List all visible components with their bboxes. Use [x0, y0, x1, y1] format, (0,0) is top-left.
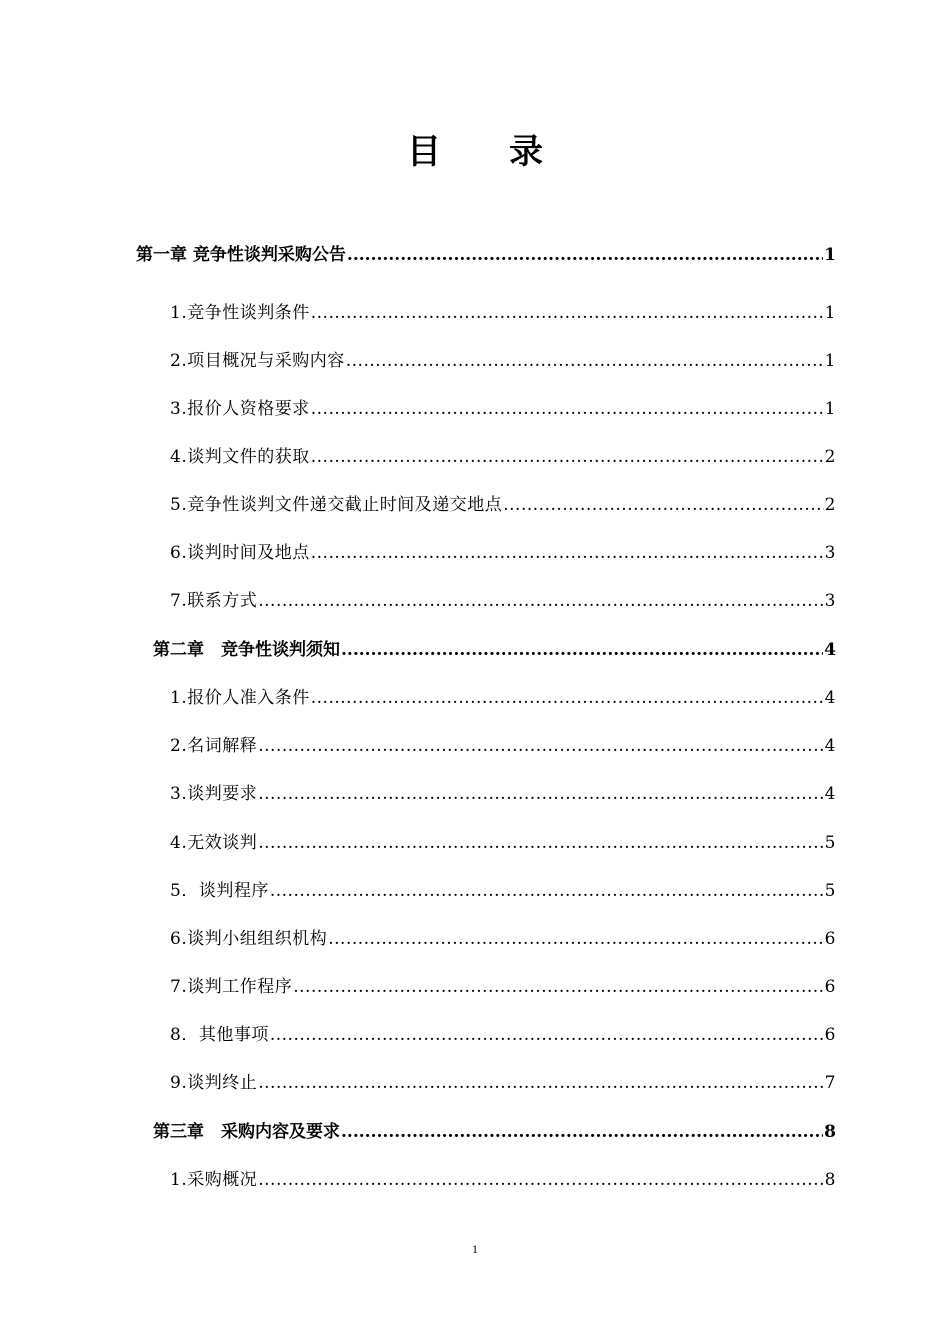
toc-entry-page-number: 4 [824, 640, 836, 660]
toc-entry-label: 3.谈判要求 [170, 784, 258, 804]
toc-entry-label: 第三章 采购内容及要求 [153, 1122, 340, 1142]
toc-entry-page-number: 4 [824, 736, 836, 756]
toc-entry-label: 3.报价人资格要求 [170, 399, 310, 419]
toc-entry-page-number: 5 [824, 833, 836, 853]
toc-entry-label: 1.竞争性谈判条件 [170, 303, 310, 323]
toc-entry-label: 4.谈判文件的获取 [170, 447, 310, 467]
toc-entry-section[interactable] [170, 349, 836, 373]
toc-entry-label: 1.采购概况 [170, 1170, 258, 1190]
toc-entry-page-number: 8 [824, 1170, 836, 1190]
toc-entry-page-number: 5 [824, 881, 836, 901]
toc-dot-leader [311, 397, 824, 421]
toc-dot-leader [328, 927, 823, 951]
toc-entry-page-number: 6 [824, 1025, 836, 1045]
toc-dot-leader [258, 782, 823, 806]
toc-dot-leader [311, 301, 824, 325]
toc-dot-leader [293, 975, 823, 999]
toc-entry-section[interactable] [170, 734, 836, 758]
toc-dot-leader [258, 734, 823, 758]
toc-entry-label: 4.无效谈判 [170, 833, 258, 853]
toc-entry-page-number: 4 [824, 784, 836, 804]
toc-dot-leader [258, 1071, 823, 1095]
toc-entry-page-number: 1 [824, 303, 836, 323]
toc-entry-section[interactable] [170, 445, 836, 469]
toc-dot-leader [311, 686, 824, 710]
toc-entry-label: 2.名词解释 [170, 736, 258, 756]
toc-entry-section[interactable] [170, 879, 836, 903]
toc-entry-chapter-3[interactable] [153, 1120, 836, 1144]
toc-dot-leader [258, 831, 823, 855]
toc-entry-label: 5．谈判程序 [170, 881, 269, 901]
toc-entry-page-number: 2 [824, 495, 836, 515]
toc-entry-section[interactable] [170, 686, 836, 710]
toc-dot-leader [270, 1023, 824, 1047]
toc-entry-section[interactable] [170, 493, 836, 517]
toc-dot-leader [341, 638, 823, 662]
toc-entry-label: 6.谈判小组组织机构 [170, 929, 328, 949]
toc-entry-label: 1.报价人准入条件 [170, 688, 310, 708]
toc-dot-leader [503, 493, 823, 517]
toc-entry-page-number: 3 [824, 543, 836, 563]
toc-entry-page-number: 8 [824, 1122, 836, 1142]
toc-dot-leader [311, 541, 824, 565]
toc-entry-label: 2.项目概况与采购内容 [170, 351, 345, 371]
toc-entry-chapter-1[interactable] [136, 243, 836, 267]
footer-page-number: 1 [472, 1242, 478, 1256]
toc-dot-leader [311, 445, 824, 469]
toc-entry-section[interactable] [170, 831, 836, 855]
toc-dot-leader [341, 1120, 823, 1144]
toc-entry-section[interactable] [170, 397, 836, 421]
toc-entry-page-number: 6 [824, 977, 836, 997]
toc-entry-section[interactable] [170, 1023, 836, 1047]
toc-entry-section[interactable] [170, 1071, 836, 1095]
toc-dot-leader [347, 243, 823, 267]
toc-dot-leader [258, 589, 823, 613]
toc-entry-section[interactable] [170, 975, 836, 999]
toc-entry-page-number: 1 [824, 399, 836, 419]
toc-entry-page-number: 1 [824, 245, 836, 265]
toc-entry-label: 第一章 竞争性谈判采购公告 [136, 245, 346, 265]
toc-entry-page-number: 3 [824, 591, 836, 611]
page-title: 目 录 [407, 132, 543, 172]
toc-entry-label: 6.谈判时间及地点 [170, 543, 310, 563]
toc-entry-label: 第二章 竞争性谈判须知 [153, 640, 340, 660]
toc-entry-section[interactable] [170, 541, 836, 565]
toc-entry-section[interactable] [170, 927, 836, 951]
toc-entry-label: 9.谈判终止 [170, 1073, 258, 1093]
toc-entry-label: 7.谈判工作程序 [170, 977, 293, 997]
toc-entry-label: 7.联系方式 [170, 591, 258, 611]
toc-dot-leader [270, 879, 824, 903]
toc-dot-leader [346, 349, 824, 373]
toc-entry-page-number: 4 [824, 688, 836, 708]
toc-entry-section[interactable] [170, 782, 836, 806]
toc-entry-label: 5.竞争性谈判文件递交截止时间及递交地点 [170, 495, 503, 515]
toc-dot-leader [258, 1168, 823, 1192]
toc-entry-section[interactable] [170, 589, 836, 613]
toc-entry-page-number: 7 [824, 1073, 836, 1093]
toc-entry-page-number: 2 [824, 447, 836, 467]
toc-entry-section[interactable] [170, 1168, 836, 1192]
toc-entry-chapter-2[interactable] [153, 638, 836, 662]
toc-entry-label: 8．其他事项 [170, 1025, 269, 1045]
toc-entry-page-number: 6 [824, 929, 836, 949]
toc-entry-page-number: 1 [824, 351, 836, 371]
toc-entry-section[interactable] [170, 301, 836, 325]
